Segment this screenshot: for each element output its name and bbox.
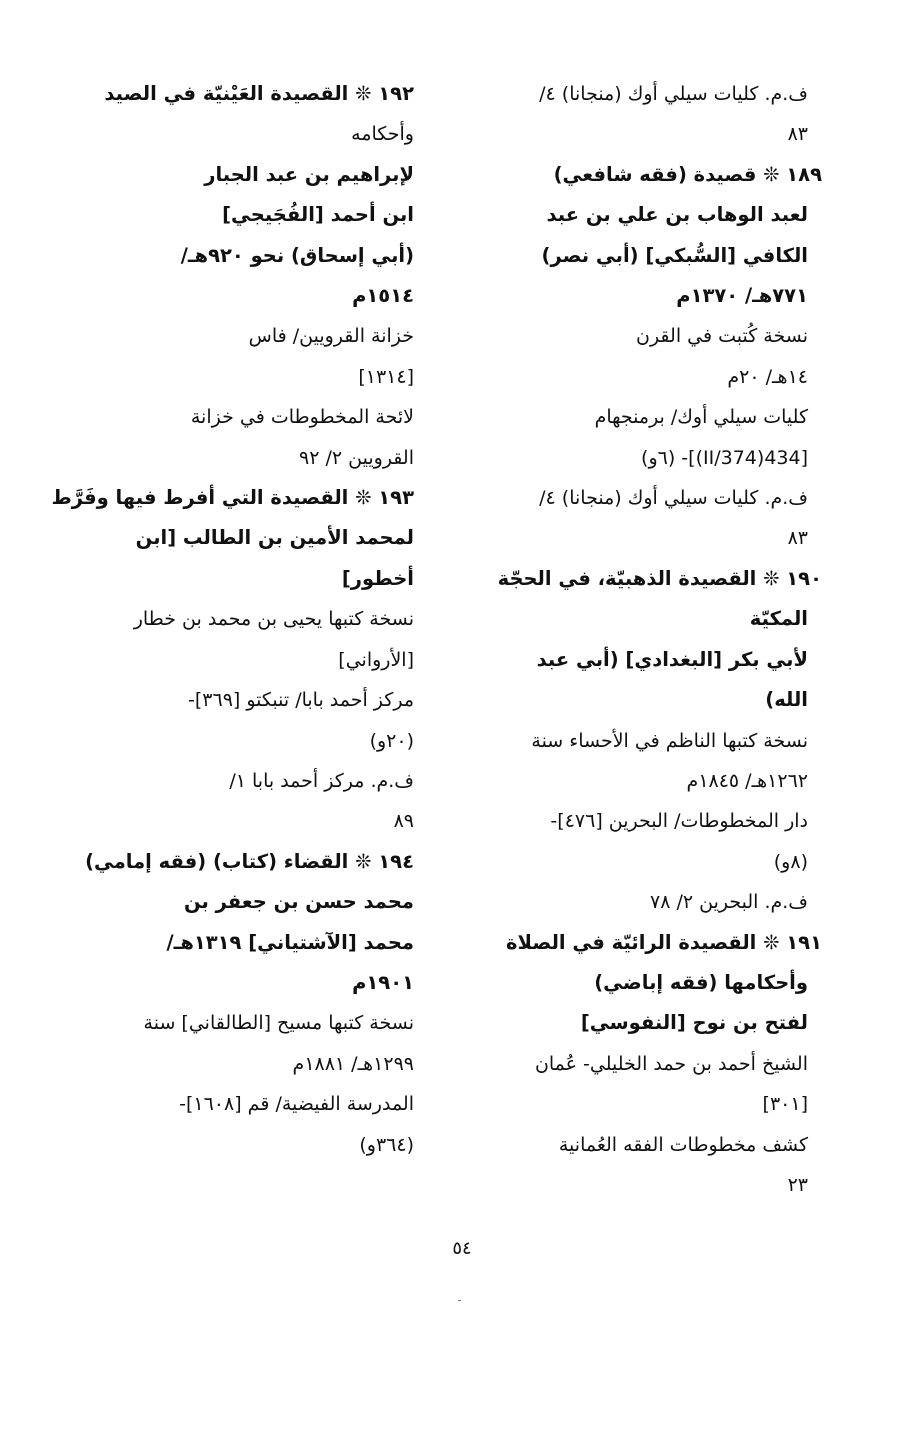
entry-heading: ١٩١ ❊ القصيدة الرائيّة في الصلاة	[506, 930, 822, 954]
text-line: ٨٩	[393, 810, 414, 833]
author-line: ١٥١٤م	[352, 284, 414, 308]
author-line: ابن أحمد [الفُجَيجي]	[222, 203, 414, 227]
text-line: ٢٣	[787, 1173, 808, 1196]
text-line: ١٤هـ/ ٢٠م	[727, 365, 808, 388]
text-line: ١٢٦٢هـ/ ١٨٤٥م	[686, 769, 808, 792]
author-line: الله)	[765, 688, 808, 712]
author-line: لعبد الوهاب بن علي بن عبد	[546, 203, 808, 227]
scan-speck	[458, 1300, 461, 1301]
text-line: (٢٠و)	[369, 729, 414, 752]
author-line: محمد [الآشتياني] ١٣١٩هـ/	[166, 930, 414, 954]
entry-heading: ١٩٠ ❊ القصيدة الذهبيّة، في الحجّة	[497, 566, 822, 590]
author-line: لأبي بكر [البغدادي] (أبي عبد	[536, 647, 808, 671]
text-line: [٣٠١]	[762, 1093, 808, 1116]
author-line: المكيّة	[749, 607, 808, 631]
author-line: لإبراهيم بن عبد الجبار	[204, 162, 414, 186]
text-line: كليات سيلي أوك/ برمنجهام	[594, 406, 808, 429]
text-line: نسخة كتبها يحيى بن محمد بن خطار	[133, 608, 414, 631]
text-line: ٨٣	[787, 123, 808, 146]
text-line: المدرسة الفيضية/ قم [١٦٠٨]-	[179, 1093, 414, 1116]
entry-heading: ١٩٣ ❊ القصيدة التي أفرط فيها وفَرَّط	[51, 486, 414, 510]
text-line: نسخة كُتبت في القرن	[635, 325, 808, 348]
text-line: مركز أحمد بابا/ تنبكتو [٣٦٩]-	[188, 689, 414, 712]
text-line: [الأرواني]	[338, 648, 414, 671]
text-line: [١٣١٤]	[358, 365, 414, 388]
entry-heading: ١٨٩ ❊ قصيدة (فقه شافعي)	[553, 162, 822, 186]
entry-heading: ١٩٢ ❊ القصيدة العَيْنيّة في الصيد	[104, 82, 414, 105]
text-line: (٨و)	[773, 850, 808, 873]
text-line: ف.م. البحرين ٢/ ٧٨	[649, 891, 808, 914]
page-number: ٥٤	[452, 1238, 472, 1259]
text-line: ف.م. كليات سيلي أوك (منجانا) ٤/	[539, 487, 808, 510]
text-line: نسخة كتبها مسيح [الطالقاني] سنة	[143, 1012, 414, 1035]
text-line: [434(374/II)]- (٦و)	[641, 446, 808, 469]
author-line: ٧٧١هـ/ ١٣٧٠م	[676, 284, 808, 308]
text-line: (٣٦٤و)	[359, 1133, 414, 1156]
author-line: لمحمد الأمين بن الطالب [ابن	[135, 526, 414, 550]
author-line: (أبي إسحاق) نحو ٩٢٠هـ/	[180, 243, 414, 267]
entry-heading: ١٩٤ ❊ القضاء (كتاب) (فقه إمامي)	[85, 849, 414, 873]
text-line: ف.م. مركز أحمد بابا ١/	[229, 769, 414, 792]
text-line: نسخة كتبها الناظم في الأحساء سنة	[531, 729, 808, 752]
author-line: أخطور]	[341, 566, 414, 590]
text-line: خزانة القرويين/ فاس	[248, 325, 414, 348]
right-column	[474, 74, 822, 1205]
text-line: القرويين ٢/ ٩٢	[299, 446, 414, 469]
text-line: وأحكامه	[351, 123, 414, 146]
text-line: لائحة المخطوطات في خزانة	[190, 406, 414, 429]
text-line: ف.م. كليات سيلي أوك (منجانا) ٤/	[539, 83, 808, 105]
author-line: لفتح بن نوح [النفوسي]	[580, 1011, 808, 1035]
text-line: ١٢٩٩هـ/ ١٨٨١م	[292, 1052, 414, 1075]
author-line: ١٩٠١م	[352, 970, 414, 994]
text-line: كشف مخطوطات الفقه العُمانية	[558, 1133, 808, 1156]
left-column	[51, 74, 414, 1165]
text-line: الشيخ أحمد بن حمد الخليلي- عُمان	[534, 1052, 808, 1075]
text-line: ٨٣	[787, 527, 808, 550]
text-line: دار المخطوطات/ البحرين [٤٧٦]-	[550, 810, 808, 833]
author-line: محمد حسن بن جعفر بن	[183, 890, 414, 914]
author-line: وأحكامها (فقه إباضي)	[594, 970, 808, 994]
author-line: الكافي [السُّبكي] (أبي نصر)	[541, 243, 808, 267]
